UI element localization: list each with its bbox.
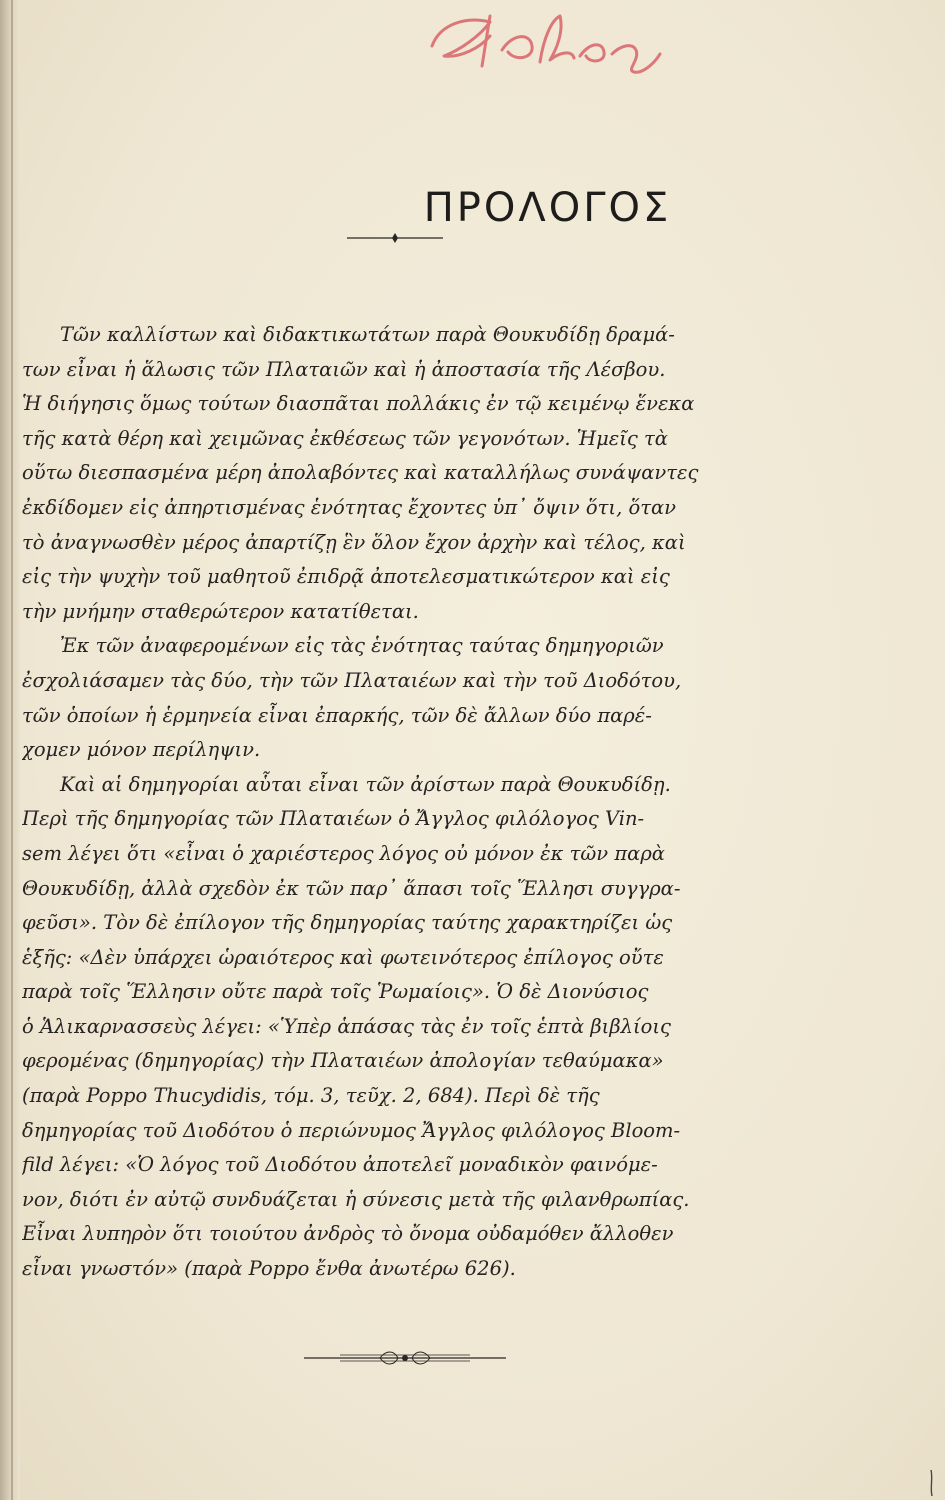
page-title: ΠΡΟΛΟΓΟΣ — [423, 184, 672, 231]
text-line: τῆς κατὰ θέρη καὶ χειμῶνας ἐκθέσεως τῶν γεγονότων. Ἡμεῖς τὰ — [22, 426, 668, 450]
text-line: οὕτω διεσπασμένα μέρη ἀπολαβόντες καὶ καταλλήλως συνάψαντες — [22, 461, 699, 485]
end-ornament — [300, 1346, 510, 1370]
text-line: fild λέγει: «Ὁ λόγος τοῦ Διοδότου ἀποτελεῖ μοναδικὸν φαινόμε- — [22, 1153, 658, 1177]
text-line: εἶναι γνωστόν» (παρὰ Poppo ἔνθα ἀνωτέρω 626). — [22, 1257, 516, 1281]
text-line: φεῦσι». Τὸν δὲ ἐπίλογον τῆς δημηγορίας ταύτης χαρακτηρίζει ὡς — [22, 911, 673, 935]
text-line: ἐσχολιάσαμεν τὰς δύο, τὴν τῶν Πλαταιέων καὶ τὴν τοῦ Διοδότου, — [22, 668, 682, 692]
text-line: Θουκυδίδῃ, ἀλλὰ σχεδὸν ἐκ τῶν παρ᾿ ἅπασι τοῖς Ἕλλησι συγγρα- — [22, 876, 681, 900]
text-line: Εἶναι λυπηρὸν ὅτι τοιούτου ἀνδρὸς τὸ ὄνομα οὐδαμόθεν ἄλλοθεν — [22, 1222, 674, 1246]
text-line: τὸ ἀναγνωσθὲν μέρος ἀπαρτίζῃ ἓν ὅλον ἔχον ἀρχὴν καὶ τέλος, καὶ — [22, 530, 686, 554]
text-line: ἐκδίδομεν εἰς ἀπηρτισμένας ἑνότητας ἔχοντες ὑπ᾿ ὄψιν ὅτι, ὅταν — [22, 495, 677, 519]
text-line: εἰς τὴν ψυχὴν τοῦ μαθητοῦ ἐπιδρᾷ ἀποτελεσματικώτερον καὶ εἰς — [22, 565, 670, 589]
text-line: χομεν μόνον περίληψιν. — [22, 738, 261, 762]
text-line: φερομένας (δημηγορίας) τὴν Πλαταιέων ἀπολογίαν τεθαύμακα» — [22, 1049, 664, 1073]
text-line: (παρὰ Poppo Thucydidis, τόμ. 3, τεῦχ. 2, 684). Περὶ δὲ τῆς — [22, 1084, 600, 1108]
text-line: των εἶναι ἡ ἅλωσις τῶν Πλαταιῶν καὶ ἡ ἀποστασία τῆς Λέσβου. — [22, 357, 666, 381]
text-line: νον, διότι ἐν αὐτῷ συνδυάζεται ἡ σύνεσις μετὰ τῆς φιλανθρωπίας. — [22, 1187, 690, 1211]
text-line: ὁ Ἁλικαρνασσεὺς λέγει: «Ὑπὲρ ἁπάσας τὰς ἐν τοῖς ἑπτὰ βιβλίοις — [22, 1014, 671, 1038]
text-line: Ἐκ τῶν ἀναφερομένων εἰς τὰς ἑνότητας ταύτας δημηγοριῶν — [60, 634, 664, 658]
text-line: δημηγορίας τοῦ Διοδότου ὁ περιώνυμος Ἄγγλος φιλόλογος Bloom- — [22, 1118, 681, 1142]
text-line: Ἡ διήγησις ὅμως τούτων διασπᾶται πολλάκις ἐν τῷ κειμένῳ ἕνεκα — [22, 392, 695, 416]
text-line: τῶν ὁποίων ἡ ἑρμηνεία εἶναι ἐπαρκής, τῶν δὲ ἄλλων δύο παρέ- — [22, 703, 652, 727]
text-line: παρὰ τοῖς Ἕλλησιν οὔτε παρὰ τοῖς Ῥωμαίοις». Ὁ δὲ Διονύσιος — [22, 980, 649, 1004]
preface-text — [22, 318, 790, 1287]
text-line: Περὶ τῆς δημηγορίας τῶν Πλαταιέων ὁ Ἄγγλος φιλόλογος Vin- — [22, 807, 645, 831]
text-line: Καὶ αἱ δημηγορίαι αὗται εἶναι τῶν ἀρίστων παρὰ Θουκυδίδῃ. — [60, 772, 671, 796]
text-line: ἑξῆς: «Δὲν ὑπάρχει ὡραιότερος καὶ φωτεινότερος ἐπίλογος οὔτε — [22, 945, 664, 969]
corner-pencil-mark — [925, 1468, 939, 1498]
handwritten-stamp — [420, 6, 680, 76]
text-line: τὴν μνήμην σταθερώτερον κατατίθεται. — [22, 599, 419, 623]
text-line: Τῶν καλλίστων καὶ διδακτικωτάτων παρὰ Θουκυδίδῃ δραμά- — [60, 323, 675, 346]
title-divider-ornament — [345, 231, 445, 245]
text-line: sem λέγει ὅτι «εἶναι ὁ χαριέστερος λόγος οὐ μόνον ἐκ τῶν παρὰ — [22, 841, 665, 865]
